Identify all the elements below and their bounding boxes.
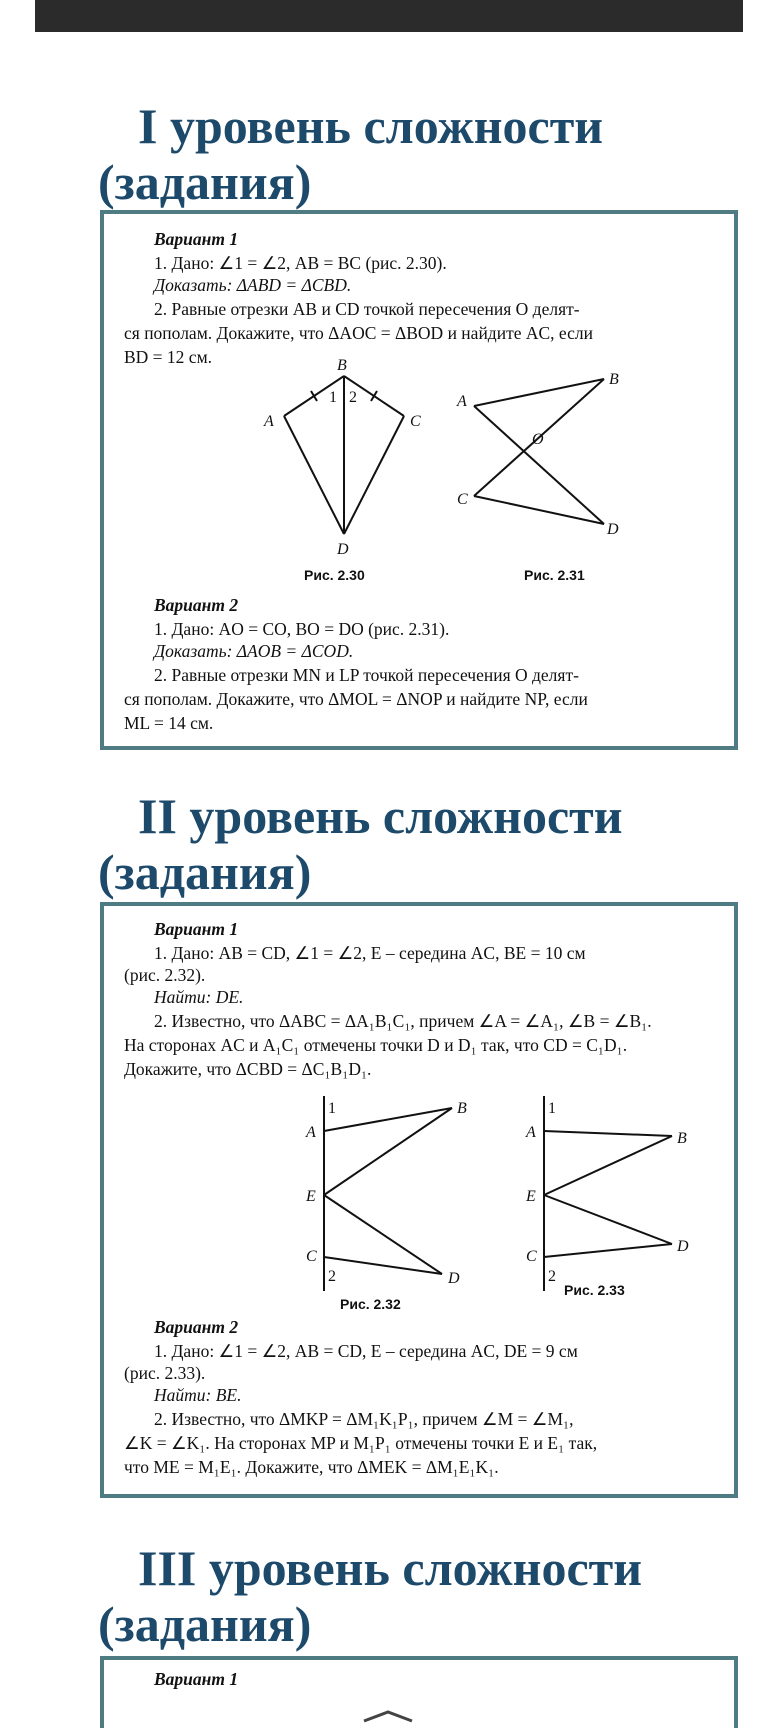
task-line: 1. Дано: AB = CD, ∠1 = ∠2, E – середина AC, BE = 10 см [154,943,586,963]
fig230-label-c: C [410,413,421,430]
fig232-label-a: A [306,1124,316,1141]
task-line: Докажите, что ΔCBD = ΔC₁B₁D₁. [124,1059,372,1079]
figure-2-33 [544,1096,672,1291]
fig233-label-c: C [526,1248,537,1265]
fig233-angle-2: 2 [548,1268,556,1285]
task-line: что ME = M₁E₁. Докажите, что ΔMEK = ΔM₁E₁K₁. [124,1457,499,1477]
task-line: Доказать: ΔABD = ΔCBD. [154,275,352,295]
task-line: 2. Известно, что ΔABC = ΔA₁B₁C₁, причем ∠A = ∠A₁, ∠B = ∠B₁. [154,1011,652,1031]
level-1-subtitle: (задания) [98,154,312,210]
level-2-subtitle: (задания) [98,844,312,900]
level-3-heading [98,1540,642,1652]
level-3-task-box [100,1656,738,1728]
fig233-angle-1: 1 [548,1100,556,1117]
level-2-heading [98,788,623,900]
fig231-label-b: B [609,371,619,388]
task-line: ML = 14 см. [124,713,214,733]
level-1-title: I уровень сложности [138,98,604,154]
figures-2-32-2-33 [104,1091,734,1321]
variant-1-label: Вариант 1 [154,919,239,939]
task-line: ся пополам. Докажите, что ΔAOC = ΔBOD и найдите AC, если [124,323,593,343]
task-line: 1. Дано: ∠1 = ∠2, AB = CD, E – середина AC, DE = 9 см [154,1341,578,1361]
fig232-label-b: B [457,1100,467,1117]
task-line: BD = 12 см. [124,347,213,367]
task-line: Доказать: ΔAOB = ΔCOD. [154,641,354,661]
task-line: 1. Дано: AO = CO, BO = DO (рис. 2.31). [154,619,450,639]
figure-caption: Рис. 2.31 [524,567,585,583]
fig231-label-o: O [532,431,544,448]
level-3-subtitle: (задания) [98,1596,312,1652]
fig230-angle-1: 1 [329,389,337,406]
task-line: Найти: DE. [154,987,244,1007]
task-line: 1. Дано: ∠1 = ∠2, AB = BC (рис. 2.30). [154,253,447,273]
figure-caption: Рис. 2.32 [340,1296,401,1312]
fig231-label-d: D [607,521,619,538]
fig233-label-a: A [526,1124,536,1141]
fig232-label-d: D [448,1270,460,1287]
fig232-angle-1: 1 [328,1100,336,1117]
fig231-label-c: C [457,491,468,508]
figure-2-30 [284,376,404,534]
fig233-label-e: E [526,1188,536,1205]
variant-2-label: Вариант 2 [154,1317,239,1337]
task-line: ся пополам. Докажите, что ΔMOL = ΔNOP и найдите NP, если [124,689,588,709]
fig230-label-a: A [264,413,274,430]
level-1-task-box [100,210,738,750]
task-line: ∠K = ∠K₁. На сторонах MP и M₁P₁ отмечены точки E и E₁ так, [124,1433,598,1453]
task-line: (рис. 2.33). [124,1363,206,1383]
task-line: Найти: BE. [154,1385,242,1405]
variant-1-label: Вариант 1 [154,1669,239,1689]
task-line: На сторонах AC и A₁C₁ отмечены точки D и D₁ так, что CD = C₁D₁. [124,1035,628,1055]
figure-2-32 [324,1096,452,1291]
fig230-angle-2: 2 [349,389,357,406]
figures-2-30-2-31 [104,354,734,564]
variant-2-label: Вариант 2 [154,595,239,615]
figure-caption: Рис. 2.33 [564,1282,625,1298]
fig231-label-a: A [457,393,467,410]
fig232-label-c: C [306,1248,317,1265]
chevron-up-icon[interactable] [360,1708,416,1724]
level-2-title: II уровень сложности [138,788,623,844]
top-bar [35,0,743,32]
fig230-label-b: B [337,357,347,374]
task-line: (рис. 2.32). [124,965,206,985]
fig232-angle-2: 2 [328,1268,336,1285]
task-line: 2. Известно, что ΔMKP = ΔM₁K₁P₁, причем ∠M = ∠M₁, [154,1409,574,1429]
level-1-heading [98,98,603,210]
task-line: 2. Равные отрезки MN и LP точкой пересечения O делят- [154,665,579,685]
level-2-task-box [100,902,738,1498]
fig232-label-e: E [306,1188,316,1205]
level-3-title: III уровень сложности [138,1540,643,1596]
fig230-label-d: D [337,541,349,558]
fig233-label-d: D [677,1238,689,1255]
figure-caption: Рис. 2.30 [304,567,365,583]
fig233-label-b: B [677,1130,687,1147]
task-line: 2. Равные отрезки AB и CD точкой пересечения O делят- [154,299,580,319]
variant-1-label: Вариант 1 [154,229,239,249]
figure-2-31 [474,379,604,524]
